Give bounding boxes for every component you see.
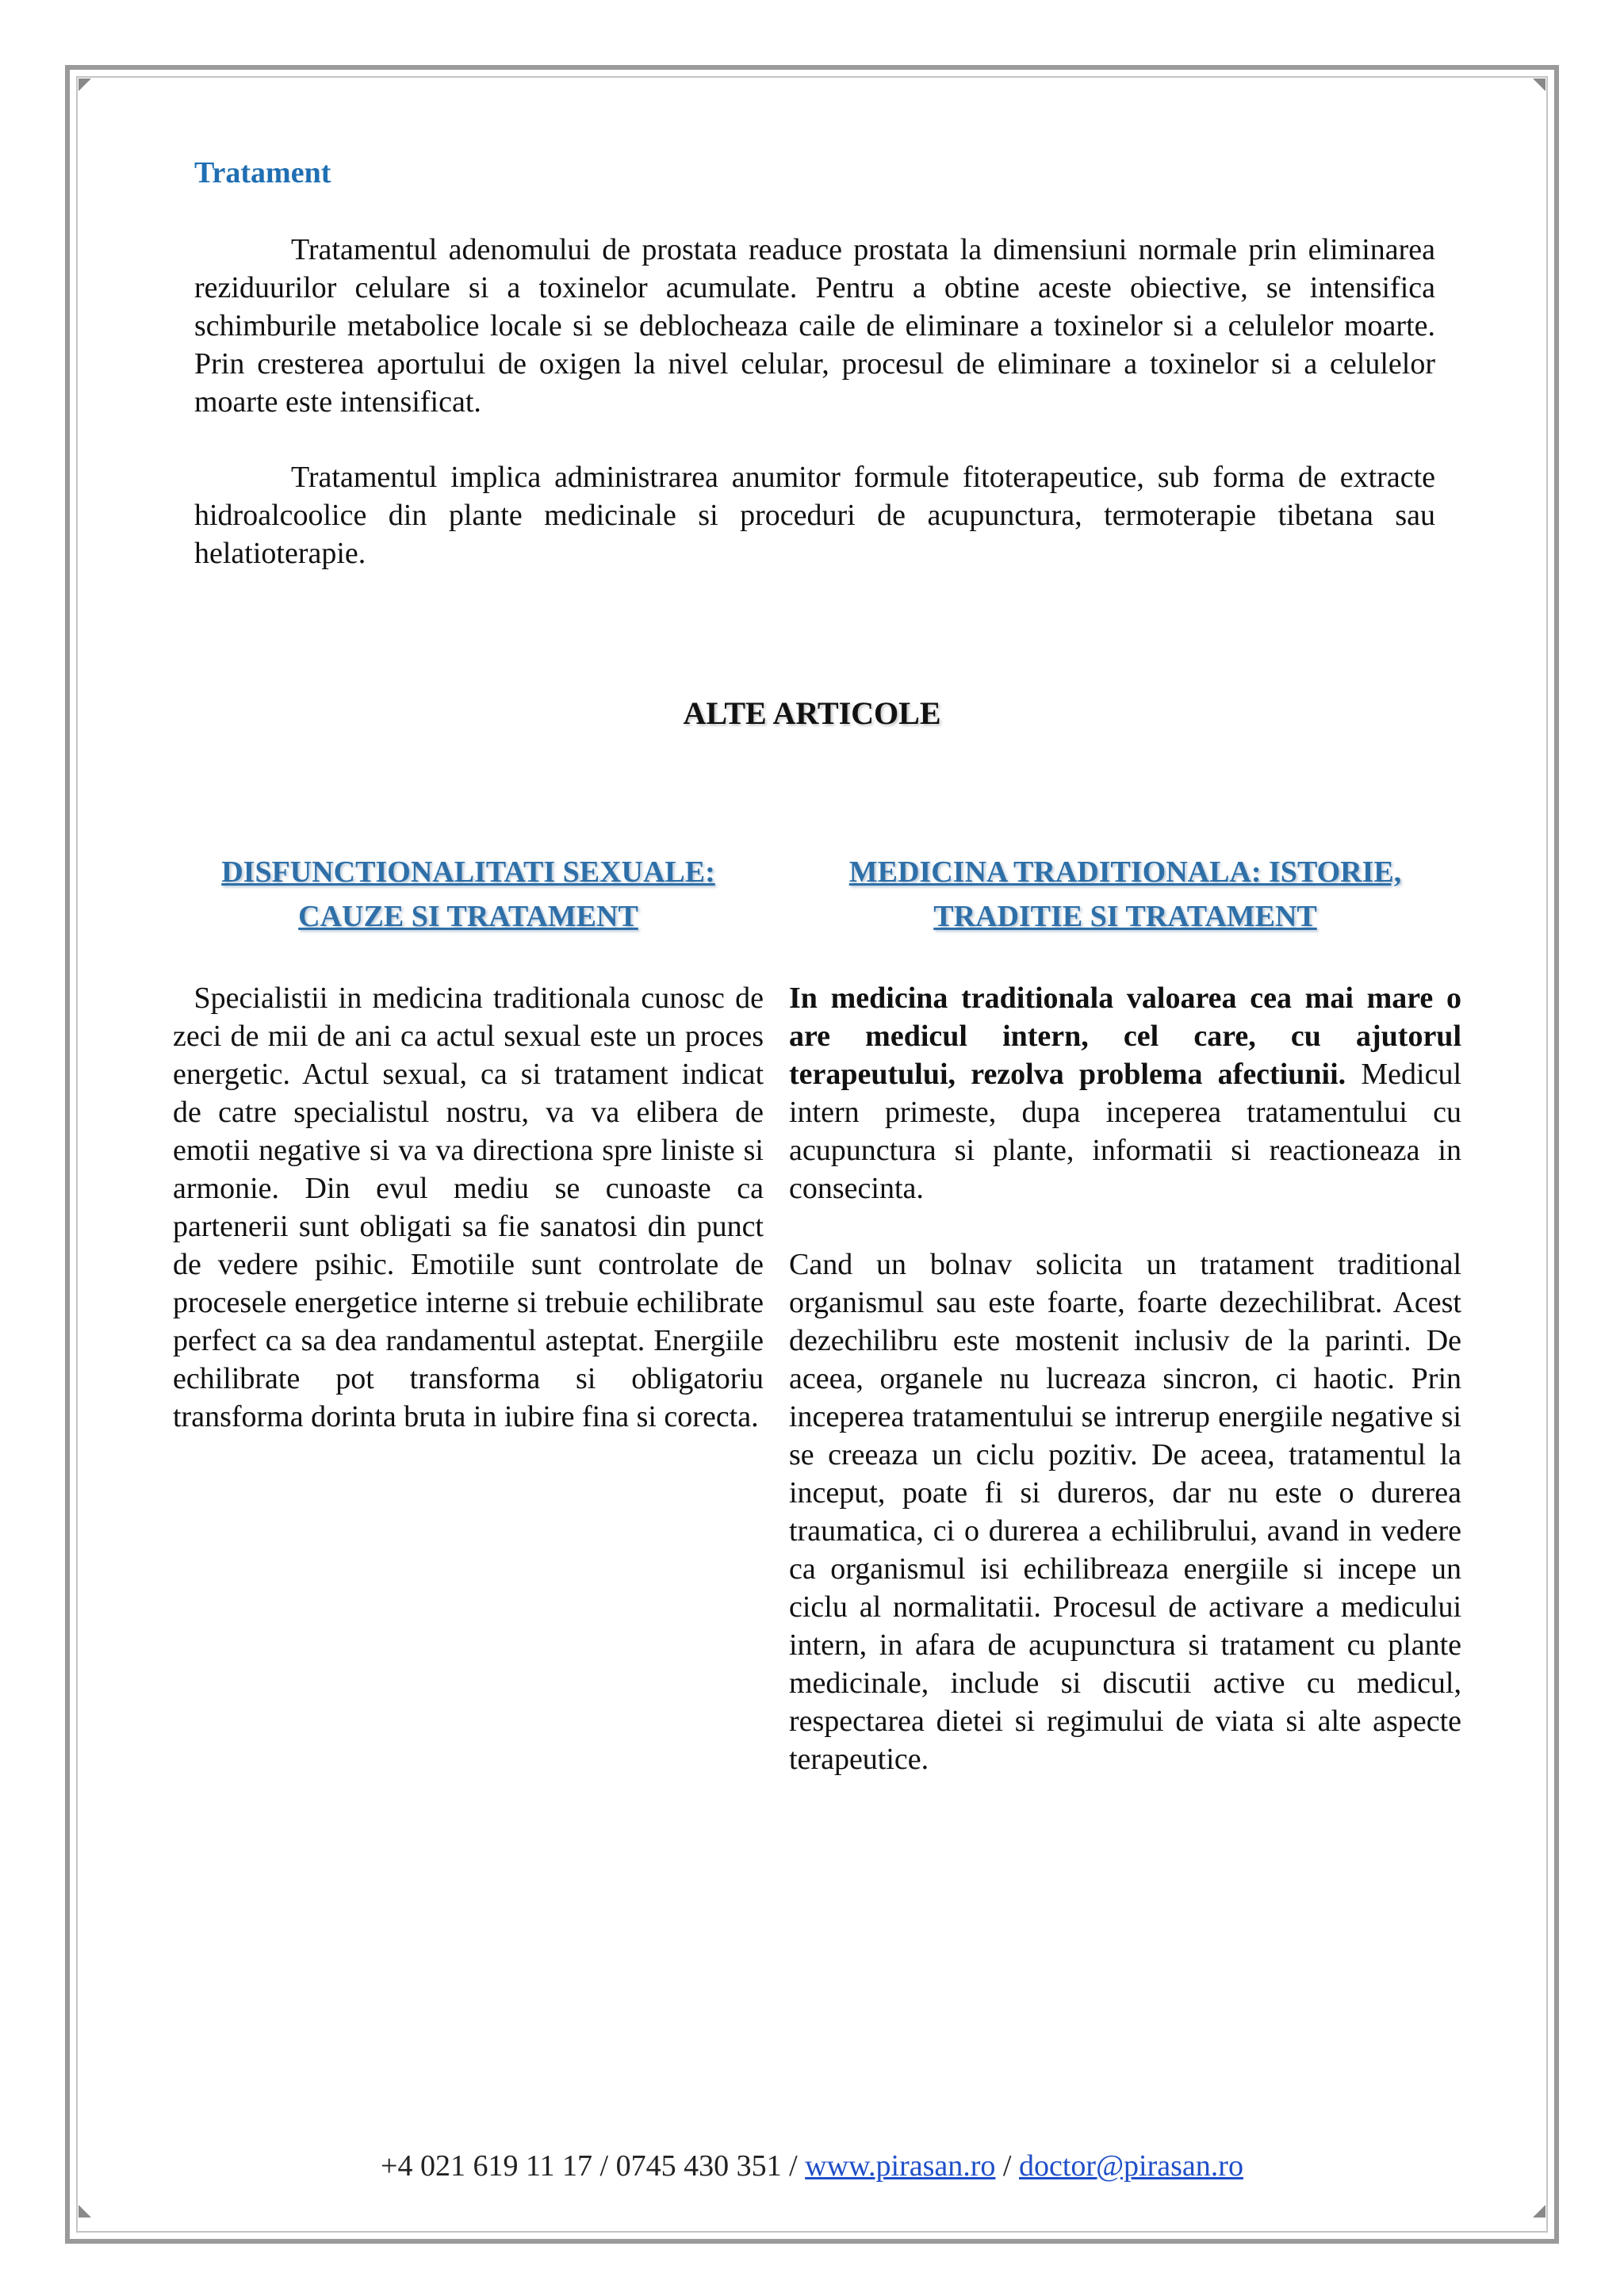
article-link-sexual-dysfunction[interactable]	[173, 850, 764, 939]
article-title-line-2: CAUZE SI TRATAMENT	[298, 900, 638, 933]
treatment-paragraph-2	[194, 458, 1435, 572]
article-excerpt-left-text: Specialistii in medicina traditionala cunosc de zeci de mii de ani ca actul sexual este un proces energetic. Actul sexual, ca si tratament indicat de catre specialistul nostru, va va elibera de emotii negative si va va directiona spre liniste si armonie. Din evul mediu se cunoaste ca partenerii sunt obligati sa fie sanatosi din punct de vedere psihic. Emotiile sunt controlate de procesele energetice interne si trebuie echilibrate perfect ca sa dea randamentul asteptat. Energiile echilibrate pot transforma si obligatoriu transforma dorinta bruta in iubire fina si corecta.	[173, 982, 764, 1433]
corner-ornament-top-left	[79, 78, 91, 91]
section-heading: Tratament	[194, 156, 331, 189]
article-excerpt-right-first	[789, 979, 1461, 1207]
treatment-paragraph-2-text: Tratamentul implica administrarea anumitor formule fitoterapeutice, sub forma de extracte hidroalcoolice din plante medicinale si proceduri de acupunctura, termoterapie tibetana sau helatioterapie.	[194, 461, 1435, 570]
corner-ornament-bottom-left	[79, 2205, 91, 2218]
footer-phone: +4 021 619 11 17 / 0745 430 351 /	[381, 2149, 798, 2183]
article-excerpt-left	[173, 979, 764, 1436]
article-title-line-2: TRADITIE SI TRATAMENT	[933, 900, 1317, 933]
article-title-line-1: DISFUNCTIONALITATI SEXUALE:	[221, 855, 715, 889]
treatment-paragraph-1-text: Tratamentul adenomului de prostata readuce prostata la dimensiuni normale prin eliminarea reziduurilor celulare si a toxinelor acumulate. Pentru a obtine aceste obiective, se intensifica schimburile metabolice locale si se deblocheaza caile de eliminare a toxinelor si a celulelor moarte. Prin cresterea aportului de oxigen la nivel celular, procesul de eliminare a toxinelor si a celulelor moarte este intensificat.	[194, 233, 1435, 419]
article-excerpt-right-text-1: Medicul intern primeste, dupa inceperea tratamentului cu acupunctura si plante, informatii si reactioneaza in consecinta.	[789, 1058, 1461, 1205]
corner-ornament-top-right	[1533, 78, 1545, 91]
footer-email-link[interactable]: doctor@pirasan.ro	[1018, 2149, 1243, 2183]
treatment-paragraph-1	[194, 231, 1435, 421]
corner-ornament-bottom-right	[1533, 2205, 1545, 2218]
article-link-traditional-medicine[interactable]	[789, 850, 1461, 939]
footer-contact	[0, 2149, 1624, 2183]
footer-separator: /	[1002, 2149, 1012, 2183]
footer-website-link[interactable]: www.pirasan.ro	[805, 2149, 996, 2183]
article-excerpt-right-text-2: Cand un bolnav solicita un tratament traditional organismul sau este foarte, foarte dezechilibrat. Acest dezechilibru este mostenit inclusiv de la parinti. De aceea, organele nu lucreaza sincron, ci haotic. Prin inceperea tratamentului se intrerup energiile negative si se creeaza un ciclu pozitiv. De aceea, tratamentul la inceput, poate fi si dureros, dar nu este o durerea traumatica, ci o durerea a echilibrului, avand in vedere ca organismul isi echilibreaza energiile si incepe un ciclu al normalitatii. Procesul de activare a medicului intern, in afara de acupunctura si tratament cu plante medicinale, include si discutii active cu medicul, respectarea dietei si regimului de viata si alte aspecte terapeutice.	[789, 1248, 1461, 1776]
related-articles-title: ALTE ARTICOLE	[683, 695, 941, 731]
paragraph-gap	[789, 1207, 1461, 1246]
article-lead-bold: In medicina traditionala valoarea cea mai mare o are medicul intern, cel care, cu ajutorul terapeutului, rezolva problema afectiunii.	[789, 982, 1461, 1091]
article-title-line-1: MEDICINA TRADITIONALA: ISTORIE,	[848, 855, 1402, 889]
article-excerpt-right	[789, 979, 1461, 1778]
